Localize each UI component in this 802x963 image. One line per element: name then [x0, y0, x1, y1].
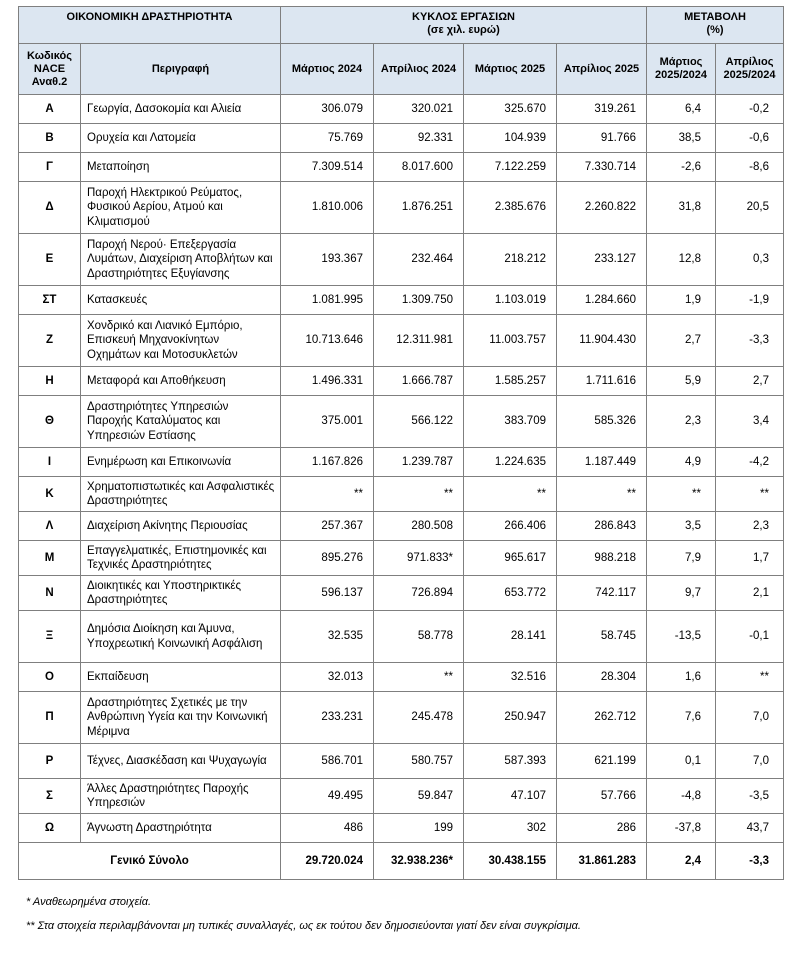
table-row: [19, 541, 784, 576]
turnover-cell: 566.122: [374, 396, 464, 448]
turnover-cell: 895.276: [281, 541, 374, 576]
change-cell: -2,6: [647, 153, 716, 182]
turnover-header-unit: (σε χιλ. ευρώ): [427, 24, 500, 36]
turnover-cell: 92.331: [374, 124, 464, 153]
turnover-cell: 218.212: [464, 234, 557, 286]
change-cell: -0,6: [716, 124, 784, 153]
turnover-cell: 47.107: [464, 779, 557, 814]
turnover-cell: 7.309.514: [281, 153, 374, 182]
turnover-cell: 1.167.826: [281, 448, 374, 477]
description-cell: Διοικητικές και Υποστηρικτικές Δραστηριότητες: [81, 576, 281, 611]
change-cell: 4,9: [647, 448, 716, 477]
turnover-cell: 32.535: [281, 611, 374, 663]
nace-code-cell: Ο: [19, 663, 81, 692]
table-row: [19, 95, 784, 124]
turnover-cell: 1.284.660: [557, 286, 647, 315]
turnover-cell: 280.508: [374, 512, 464, 541]
description-cell: Παροχή Ηλεκτρικού Ρεύματος, Φυσικού Αερίου, Ατμού και Κλιματισμού: [81, 182, 281, 234]
change-cell: 3,4: [716, 396, 784, 448]
change-cell: **: [647, 477, 716, 512]
nace-code-cell: Α: [19, 95, 81, 124]
change-cell: -3,3: [716, 315, 784, 367]
turnover-cell: 75.769: [281, 124, 374, 153]
table-row: [19, 692, 784, 744]
turnover-cell: 1.309.750: [374, 286, 464, 315]
change-cell: 9,7: [647, 576, 716, 611]
turnover-cell: 653.772: [464, 576, 557, 611]
table-row: [19, 153, 784, 182]
turnover-cell: 266.406: [464, 512, 557, 541]
change-cell: -37,8: [647, 814, 716, 843]
change-cell: 43,7: [716, 814, 784, 843]
period-column-header: Μάρτιος 2025: [464, 44, 557, 95]
description-cell: Άγνωστη Δραστηριότητα: [81, 814, 281, 843]
turnover-cell: 320.021: [374, 95, 464, 124]
description-cell: Μεταφορά και Αποθήκευση: [81, 367, 281, 396]
turnover-cell: 971.833*: [374, 541, 464, 576]
turnover-cell: 28.141: [464, 611, 557, 663]
change-header-unit: (%): [706, 24, 724, 36]
turnover-cell: 1.224.635: [464, 448, 557, 477]
table-row: [19, 512, 784, 541]
turnover-cell: 988.218: [557, 541, 647, 576]
description-cell: Ορυχεία και Λατομεία: [81, 124, 281, 153]
change-cell: 2,3: [647, 396, 716, 448]
nace-code-cell: Λ: [19, 512, 81, 541]
turnover-cell: 1.239.787: [374, 448, 464, 477]
period-column-header: Απρίλιος 2024: [374, 44, 464, 95]
turnover-cell: 302: [464, 814, 557, 843]
turnover-cell: 486: [281, 814, 374, 843]
table-row: [19, 744, 784, 779]
turnover-cell: 11.904.430: [557, 315, 647, 367]
turnover-cell: 233.231: [281, 692, 374, 744]
turnover-cell: 59.847: [374, 779, 464, 814]
description-cell: Κατασκευές: [81, 286, 281, 315]
table-row: [19, 814, 784, 843]
turnover-cell: 1.103.019: [464, 286, 557, 315]
nace-code-cell: Ξ: [19, 611, 81, 663]
turnover-cell: 726.894: [374, 576, 464, 611]
turnover-cell: 2.260.822: [557, 182, 647, 234]
table-row: [19, 367, 784, 396]
turnover-cell: 58.745: [557, 611, 647, 663]
description-cell: Άλλες Δραστηριότητες Παροχής Υπηρεσιών: [81, 779, 281, 814]
turnover-cell: 232.464: [374, 234, 464, 286]
turnover-cell: 262.712: [557, 692, 647, 744]
turnover-cell: 319.261: [557, 95, 647, 124]
change-cell: -13,5: [647, 611, 716, 663]
turnover-cell: 325.670: [464, 95, 557, 124]
change-cell: 31,8: [647, 182, 716, 234]
turnover-cell: 596.137: [281, 576, 374, 611]
period-column-header: Μάρτιος 2024: [281, 44, 374, 95]
nace-code-cell: Ν: [19, 576, 81, 611]
turnover-cell: 1.876.251: [374, 182, 464, 234]
nace-code-cell: Δ: [19, 182, 81, 234]
change-cell: 7,0: [716, 744, 784, 779]
turnover-cell: 250.947: [464, 692, 557, 744]
change-cell: 2,7: [647, 315, 716, 367]
table-row: [19, 448, 784, 477]
turnover-cell: 32.013: [281, 663, 374, 692]
turnover-cell: 306.079: [281, 95, 374, 124]
table-row: [19, 315, 784, 367]
table-body: [19, 95, 784, 843]
description-column-header: Περιγραφή: [81, 44, 281, 95]
turnover-cell: 233.127: [557, 234, 647, 286]
turnover-cell: 10.713.646: [281, 315, 374, 367]
change-cell: -1,9: [716, 286, 784, 315]
total-label: Γενικό Σύνολο: [19, 843, 281, 880]
table-row: [19, 611, 784, 663]
description-cell: Επαγγελματικές, Επιστημονικές και Τεχνικές Δραστηριότητες: [81, 541, 281, 576]
nace-code-cell: Ω: [19, 814, 81, 843]
table-row: [19, 396, 784, 448]
change-cell: 5,9: [647, 367, 716, 396]
change-column-header: Μάρτιος 2025/2024: [647, 44, 716, 95]
turnover-cell: 193.367: [281, 234, 374, 286]
turnover-cell: 12.311.981: [374, 315, 464, 367]
code-column-header: Κωδικός NACE Αναθ.2: [19, 44, 81, 95]
change-cell: 0,3: [716, 234, 784, 286]
nace-code-cell: Ζ: [19, 315, 81, 367]
table-row: [19, 779, 784, 814]
turnover-cell: 7.330.714: [557, 153, 647, 182]
change-cell: -4,2: [716, 448, 784, 477]
description-cell: Τέχνες, Διασκέδαση και Ψυχαγωγία: [81, 744, 281, 779]
turnover-cell: 7.122.259: [464, 153, 557, 182]
turnover-cell: 32.516: [464, 663, 557, 692]
change-cell: 12,8: [647, 234, 716, 286]
change-cell: 38,5: [647, 124, 716, 153]
turnover-cell: 286.843: [557, 512, 647, 541]
table-row: [19, 124, 784, 153]
description-cell: Ενημέρωση και Επικοινωνία: [81, 448, 281, 477]
table-row: [19, 286, 784, 315]
turnover-cell: 49.495: [281, 779, 374, 814]
turnover-cell: 91.766: [557, 124, 647, 153]
turnover-cell: **: [374, 477, 464, 512]
change-cell: 3,5: [647, 512, 716, 541]
change-cell: 2,3: [716, 512, 784, 541]
description-cell: Δραστηριότητες Υπηρεσιών Παροχής Καταλύματος και Υπηρεσιών Εστίασης: [81, 396, 281, 448]
footnote-atypical: ** Στα στοιχεία περιλαμβάνονται μη τυπικές συναλλαγές, ως εκ τούτου δεν δημοσιεύονται γιατί δεν είναι συγκρίσιμα.: [26, 920, 581, 932]
description-cell: Διαχείριση Ακίνητης Περιουσίας: [81, 512, 281, 541]
change-cell: 20,5: [716, 182, 784, 234]
turnover-cell: 8.017.600: [374, 153, 464, 182]
description-cell: Μεταποίηση: [81, 153, 281, 182]
turnover-cell: 199: [374, 814, 464, 843]
turnover-cell: 1.496.331: [281, 367, 374, 396]
turnover-table-sheet: [18, 6, 783, 938]
turnover-cell: 1.081.995: [281, 286, 374, 315]
total-change: 2,4: [647, 843, 716, 880]
change-cell: -4,8: [647, 779, 716, 814]
nace-code-cell: Ι: [19, 448, 81, 477]
turnover-cell: 965.617: [464, 541, 557, 576]
change-cell: 6,4: [647, 95, 716, 124]
table-row: [19, 477, 784, 512]
change-cell: 0,1: [647, 744, 716, 779]
nace-code-cell: Β: [19, 124, 81, 153]
nace-code-cell: Σ: [19, 779, 81, 814]
change-cell: **: [716, 663, 784, 692]
turnover-cell: 383.709: [464, 396, 557, 448]
nace-code-cell: Η: [19, 367, 81, 396]
turnover-header: [281, 7, 647, 44]
turnover-cell: 375.001: [281, 396, 374, 448]
total-row: [19, 843, 784, 880]
turnover-cell: 585.326: [557, 396, 647, 448]
turnover-cell: 1.187.449: [557, 448, 647, 477]
table-row: [19, 663, 784, 692]
turnover-cell: 286: [557, 814, 647, 843]
nace-code-cell: Μ: [19, 541, 81, 576]
nace-code-cell: Π: [19, 692, 81, 744]
activity-header: ΟΙΚΟΝΟΜΙΚΗ ΔΡΑΣΤΗΡΙΟΤΗΤΑ: [19, 7, 281, 44]
description-cell: Χονδρικό και Λιανικό Εμπόριο, Επισκευή Μηχανοκίνητων Οχημάτων και Μοτοσυκλετών: [81, 315, 281, 367]
total-change: -3,3: [716, 843, 784, 880]
footnotes: [18, 890, 783, 938]
turnover-cell: 104.939: [464, 124, 557, 153]
description-cell: Παροχή Νερού· Επεξεργασία Λυμάτων, Διαχείριση Αποβλήτων και Δραστηριότητες Εξυγίανσης: [81, 234, 281, 286]
change-cell: -8,6: [716, 153, 784, 182]
change-cell: **: [716, 477, 784, 512]
turnover-cell: 1.666.787: [374, 367, 464, 396]
total-value: 30.438.155: [464, 843, 557, 880]
total-value: 29.720.024: [281, 843, 374, 880]
change-header-title: ΜΕΤΑΒΟΛΗ: [684, 11, 746, 23]
change-column-header: Απρίλιος 2025/2024: [716, 44, 784, 95]
footnote-revised: * Αναθεωρημένα στοιχεία.: [26, 896, 152, 908]
table-row: [19, 182, 784, 234]
total-value: 32.938.236*: [374, 843, 464, 880]
turnover-header-title: ΚΥΚΛΟΣ ΕΡΓΑΣΙΩΝ: [412, 11, 515, 23]
turnover-cell: 1.711.616: [557, 367, 647, 396]
nace-code-cell: Γ: [19, 153, 81, 182]
turnover-cell: **: [281, 477, 374, 512]
turnover-cell: 2.385.676: [464, 182, 557, 234]
description-cell: Δημόσια Διοίκηση και Άμυνα, Υποχρεωτική Κοινωνική Ασφάλιση: [81, 611, 281, 663]
nace-code-cell: Θ: [19, 396, 81, 448]
turnover-cell: 587.393: [464, 744, 557, 779]
turnover-cell: 57.766: [557, 779, 647, 814]
turnover-cell: 742.117: [557, 576, 647, 611]
table-row: [19, 234, 784, 286]
change-cell: 7,0: [716, 692, 784, 744]
description-cell: Γεωργία, Δασοκομία και Αλιεία: [81, 95, 281, 124]
change-cell: -0,1: [716, 611, 784, 663]
turnover-cell: 11.003.757: [464, 315, 557, 367]
change-header: [647, 7, 784, 44]
table-row: [19, 576, 784, 611]
turnover-cell: 586.701: [281, 744, 374, 779]
change-cell: 7,9: [647, 541, 716, 576]
total-value: 31.861.283: [557, 843, 647, 880]
change-cell: 7,6: [647, 692, 716, 744]
turnover-cell: 1.810.006: [281, 182, 374, 234]
turnover-cell: 245.478: [374, 692, 464, 744]
description-cell: Χρηματοπιστωτικές και Ασφαλιστικές Δραστηριότητες: [81, 477, 281, 512]
turnover-cell: 28.304: [557, 663, 647, 692]
turnover-cell: 257.367: [281, 512, 374, 541]
nace-code-cell: ΣΤ: [19, 286, 81, 315]
change-cell: 1,9: [647, 286, 716, 315]
change-cell: 1,6: [647, 663, 716, 692]
nace-code-cell: Ρ: [19, 744, 81, 779]
turnover-cell: **: [464, 477, 557, 512]
change-cell: -3,5: [716, 779, 784, 814]
turnover-cell: 58.778: [374, 611, 464, 663]
change-cell: -0,2: [716, 95, 784, 124]
change-cell: 2,1: [716, 576, 784, 611]
change-cell: 2,7: [716, 367, 784, 396]
turnover-cell: 580.757: [374, 744, 464, 779]
description-cell: Δραστηριότητες Σχετικές με την Ανθρώπινη Υγεία και την Κοινωνική Μέριμνα: [81, 692, 281, 744]
nace-code-cell: Κ: [19, 477, 81, 512]
turnover-cell: **: [557, 477, 647, 512]
period-column-header: Απρίλιος 2025: [557, 44, 647, 95]
turnover-cell: **: [374, 663, 464, 692]
description-cell: Εκπαίδευση: [81, 663, 281, 692]
turnover-table: [18, 6, 784, 880]
change-cell: 1,7: [716, 541, 784, 576]
turnover-cell: 1.585.257: [464, 367, 557, 396]
nace-code-cell: Ε: [19, 234, 81, 286]
turnover-cell: 621.199: [557, 744, 647, 779]
